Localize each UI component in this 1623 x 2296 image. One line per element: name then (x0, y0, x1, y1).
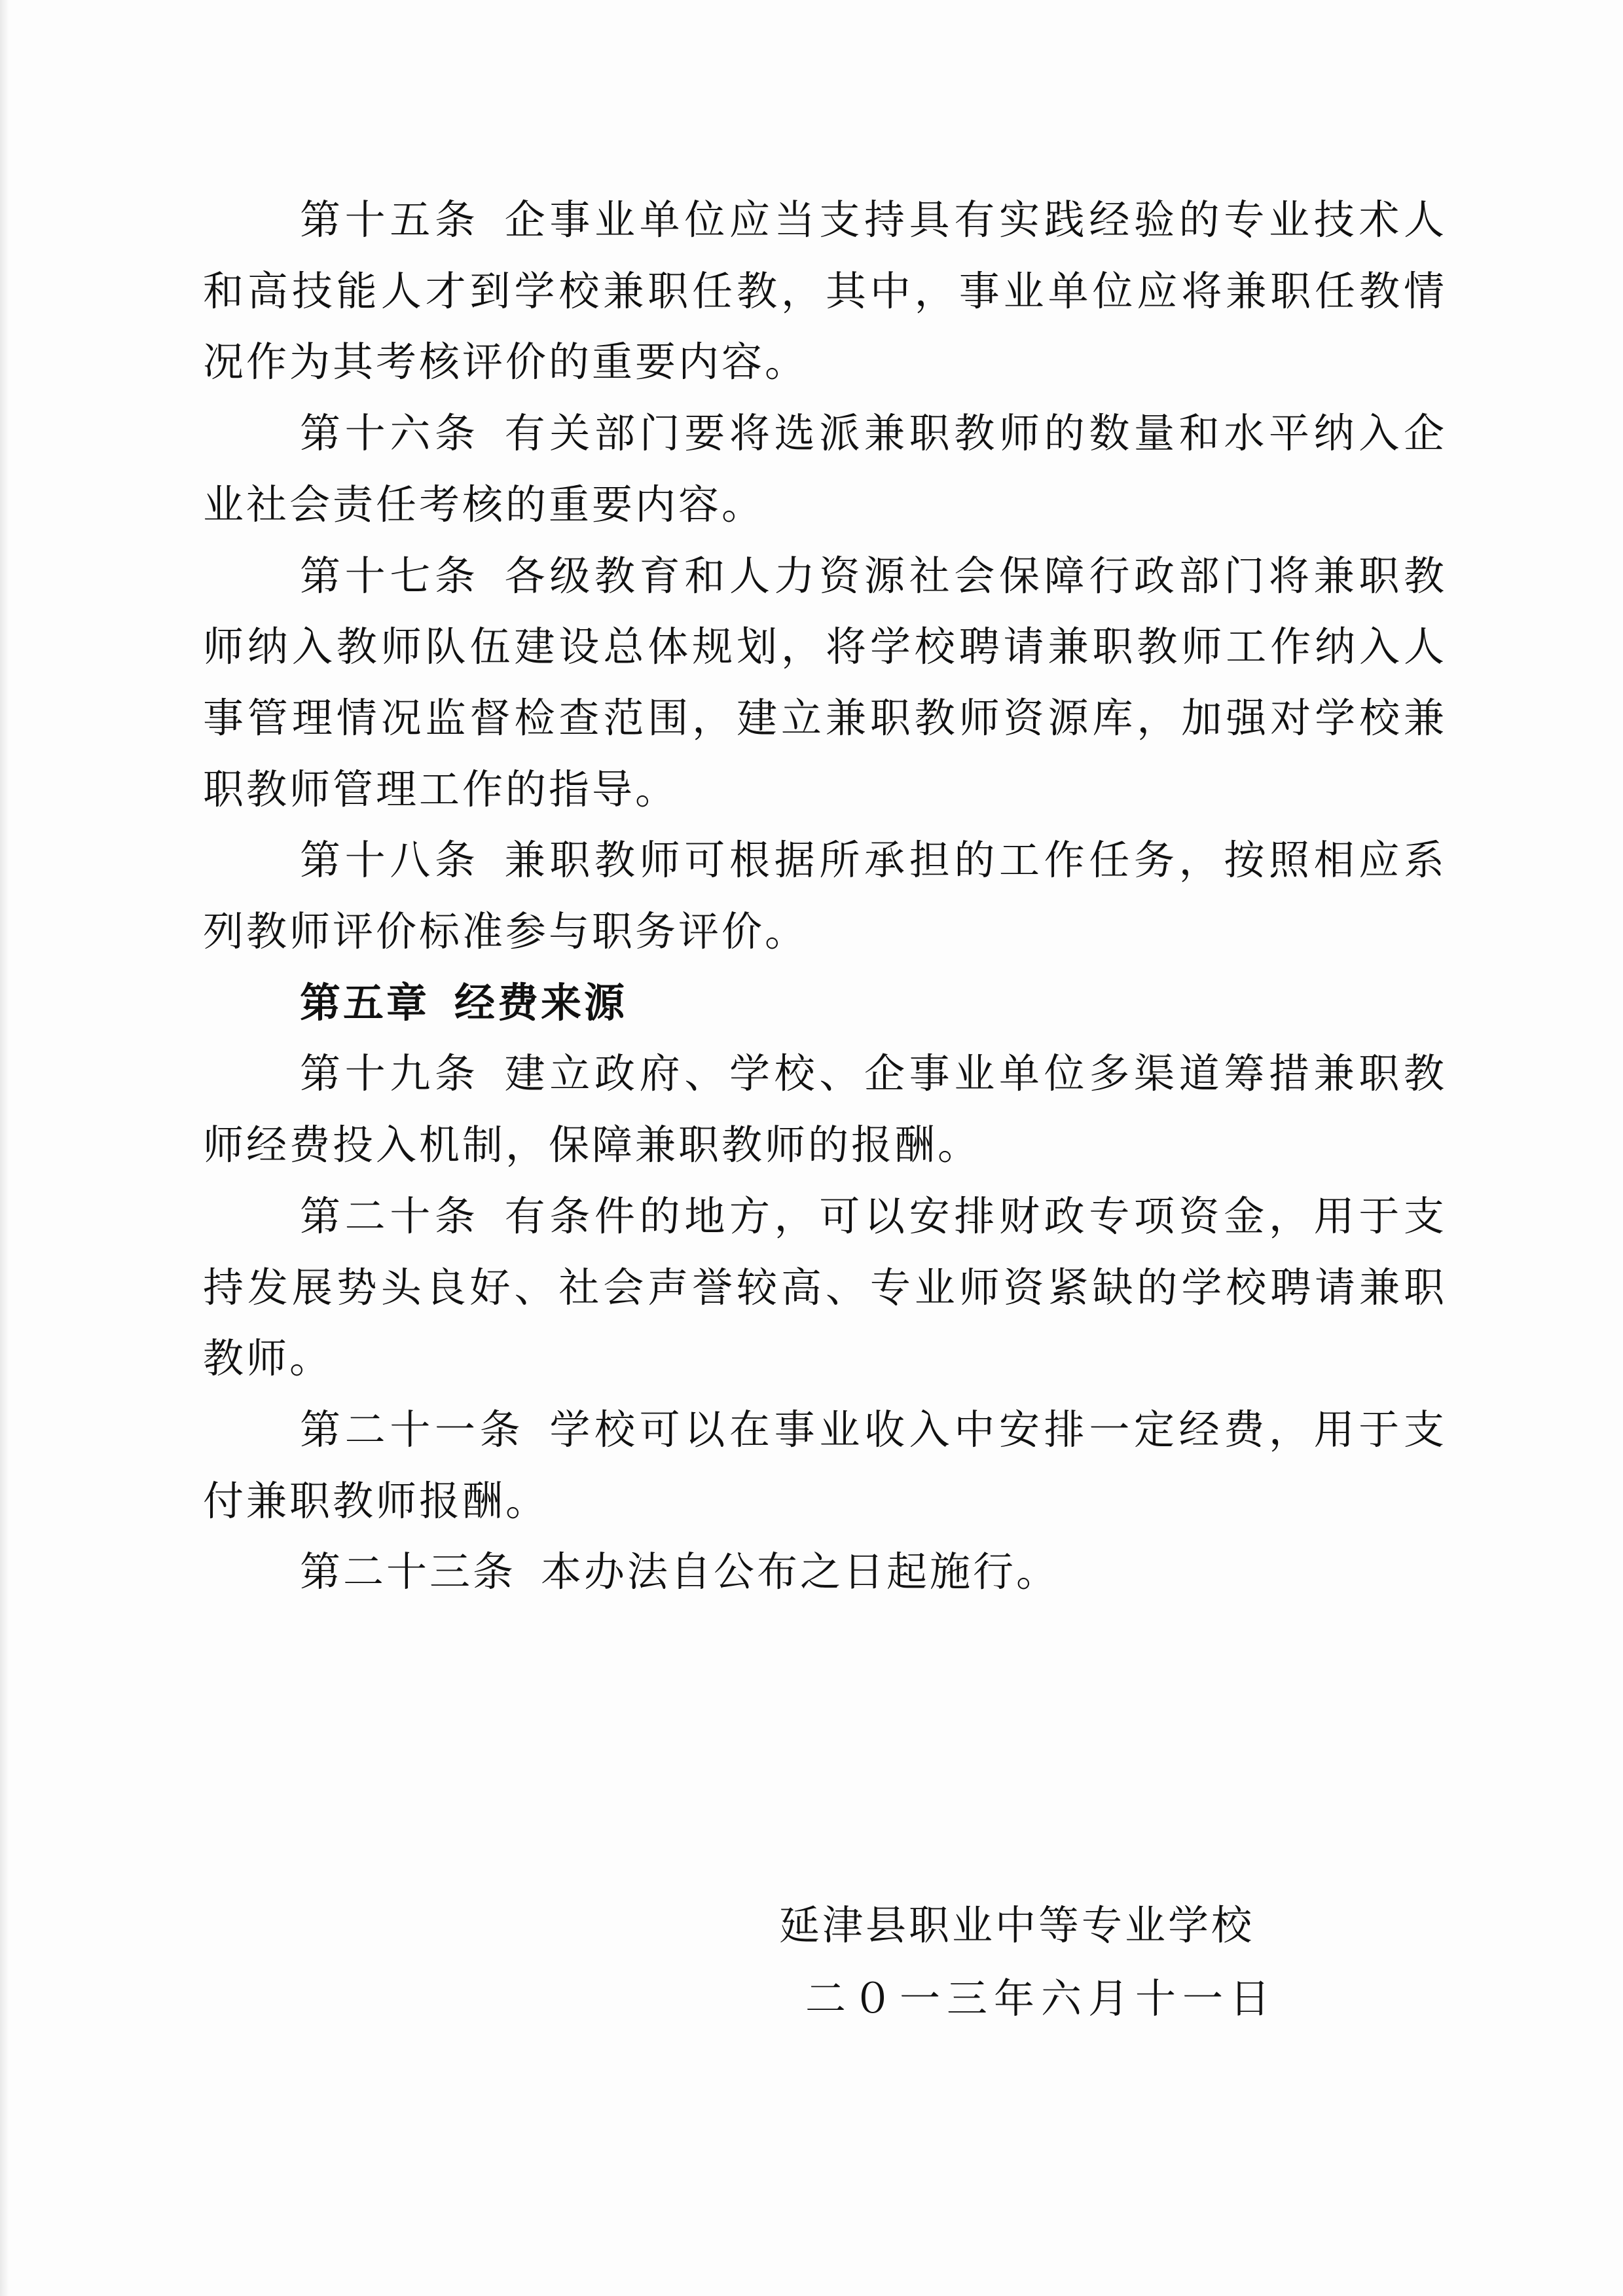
article-17 (203, 541, 1447, 826)
article-number: 第十九条 (300, 1049, 480, 1098)
article-number: 第二十条 (300, 1192, 480, 1240)
document-body (203, 185, 1447, 1608)
article-number: 第十七条 (300, 551, 480, 600)
article-16 (203, 398, 1447, 540)
article-21 (203, 1394, 1447, 1537)
article-number: 第十六条 (300, 409, 480, 458)
article-number: 第十五条 (300, 196, 480, 244)
article-text: 有条件的地方，可以安排财政专项资金，用于支持发展势头良好、社会声誉较高、专业师资紧缺的学校聘请兼职教师。 (203, 1192, 1447, 1383)
article-20 (203, 1181, 1447, 1394)
chapter-title: 经费来源 (454, 978, 628, 1027)
article-text: 企事业单位应当支持具有实践经验的专业技术人和高技能人才到学校兼职任教，其中，事业单位应将兼职任教情况作为其考核评价的重要内容。 (203, 196, 1447, 386)
article-text: 本办法自公布之日起施行。 (541, 1548, 1060, 1596)
article-18 (203, 825, 1447, 967)
issue-date: 二０一三年六月十一日 (805, 1975, 1277, 2022)
chapter-heading (203, 968, 1447, 1039)
issuing-organization: 延津县职业中等专业学校 (779, 1901, 1255, 1949)
article-text: 兼职教师可根据所承担的工作任务，按照相应系列教师评价标准参与职务评价。 (203, 836, 1447, 956)
article-23 (203, 1537, 1447, 1608)
article-text: 建立政府、学校、企事业单位多渠道筹措兼职教师经费投入机制，保障兼职教师的报酬。 (203, 1049, 1447, 1169)
article-19 (203, 1038, 1447, 1180)
article-text: 各级教育和人力资源社会保障行政部门将兼职教师纳入教师队伍建设总体规划，将学校聘请兼职教师工作纳入人事管理情况监督检查范围，建立兼职教师资源库，加强对学校兼职教师管理工作的指导。 (203, 551, 1447, 813)
article-number: 第二十一条 (300, 1405, 525, 1453)
scan-shadow-edge (0, 0, 9, 2296)
article-text: 学校可以在事业收入中安排一定经费，用于支付兼职教师报酬。 (203, 1405, 1447, 1525)
chapter-number: 第五章 (300, 978, 430, 1027)
article-text: 有关部门要将选派兼职教师的数量和水平纳入企业社会责任考核的重要内容。 (203, 409, 1447, 528)
article-number: 第十八条 (300, 836, 480, 884)
article-15 (203, 185, 1447, 398)
signature-block (779, 1889, 1368, 2035)
article-number: 第二十三条 (300, 1548, 517, 1596)
